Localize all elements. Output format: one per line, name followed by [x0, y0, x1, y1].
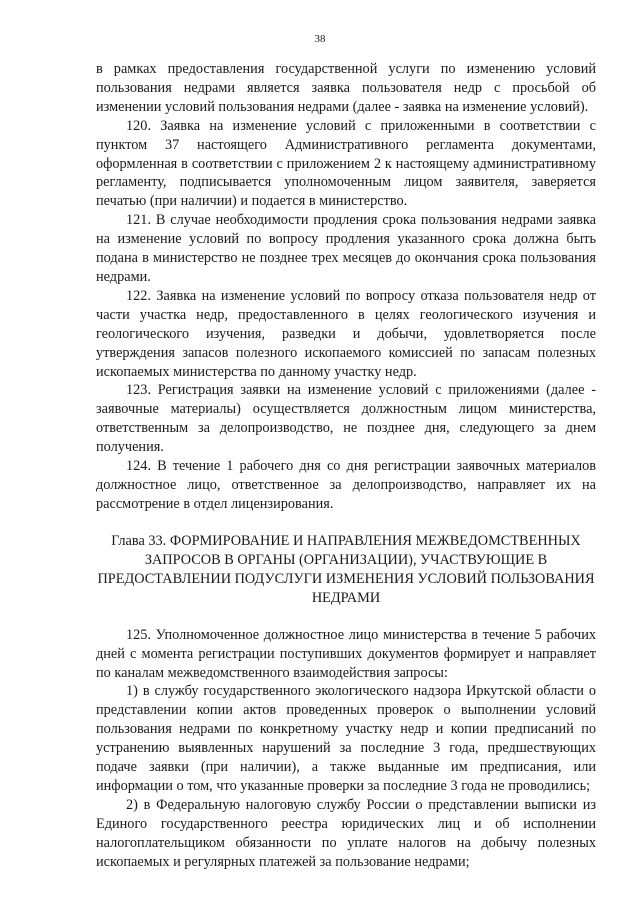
paragraph-120: 120. Заявка на изменение условий с приложенными в соответствии с пунктом 37 настоящего Административного регламента документами, оформленная в соответствии с приложением 2 к настоящему административному регламенту, подписывается уполномоченным лицом заявителя, заверяется печатью (при наличии) и подается в министерство. — [96, 117, 596, 210]
document-body — [96, 60, 596, 872]
paragraph-121: 121. В случае необходимости продления срока пользования недрами заявка на изменение условий по вопросу продления указанного срока должна быть подана в министерство не позднее трех месяцев до окончания срока пользования недрами. — [96, 212, 596, 285]
paragraph-125: 125. Уполномоченное должностное лицо министерства в течение 5 рабочих дней с момента регистрации поступивших документов формирует и направляет по каналам межведомственного взаимодействия запросы: — [96, 626, 596, 681]
paragraph-123: 123. Регистрация заявки на изменение условий с приложениями (далее - заявочные материалы) осуществляется должностным лицом министерства, ответственным за делопроизводство, не позднее дня, следующего за днем получения. — [96, 382, 596, 456]
paragraph-continuation: в рамках предоставления государственной услуги по изменению условий пользования недрами является заявка пользователя недр с просьбой об изменении условий пользования недрами (далее - заявка на изменение условий). — [96, 61, 596, 115]
paragraph-124: 124. В течение 1 рабочего дня со дня регистрации заявочных материалов должностное лицо, ответственное за делопроизводство, направляет их на рассмотрение в отдел лицензирования. — [96, 458, 596, 512]
list-item-2: 2) в Федеральную налоговую службу России о представлении выписки из Единого государственного реестра юридических лиц и об исполнении налогоплательщиком обязанности по уплате налогов на добычу полезных ископаемых и регулярных платежей за пользование недрами; — [96, 796, 596, 870]
paragraph-122: 122. Заявка на изменение условий по вопросу отказа пользователя недр от части участка недр, предоставленного в целях геологического изучения и геологического изучения, разведки и добычи, удовлетворяется после утверждения запасов полезного ископаемого комиссией по запасам полезных ископаемых министерства по данному участку недр. — [96, 287, 596, 380]
list-item-1: 1) в службу государственного экологического надзора Иркутской области о представлении копии актов проведенных проверок о выполнении условий пользования недрами по конкретному участку недр и копии предписаний по устранению выявленных нарушений за последние 3 года, предшествующих подаче заявки (при наличии), а также выданные им предписания, или информации о том, что указанные проверки за последние 3 года не проводились; — [96, 683, 596, 794]
page-number: 38 — [314, 33, 326, 45]
chapter-heading: Глава 33. ФОРМИРОВАНИЕ И НАПРАВЛЕНИЯ МЕЖВЕДОМСТВЕННЫХ ЗАПРОСОВ В ОРГАНЫ (ОРГАНИЗАЦИИ), УЧАСТВУЮЩИЕ В ПРЕДОСТАВЛЕНИИ ПОДУСЛУГИ ИЗМЕНЕНИЯ УСЛОВИЙ ПОЛЬЗОВАНИЯ НЕДРАМИ — [97, 532, 595, 606]
